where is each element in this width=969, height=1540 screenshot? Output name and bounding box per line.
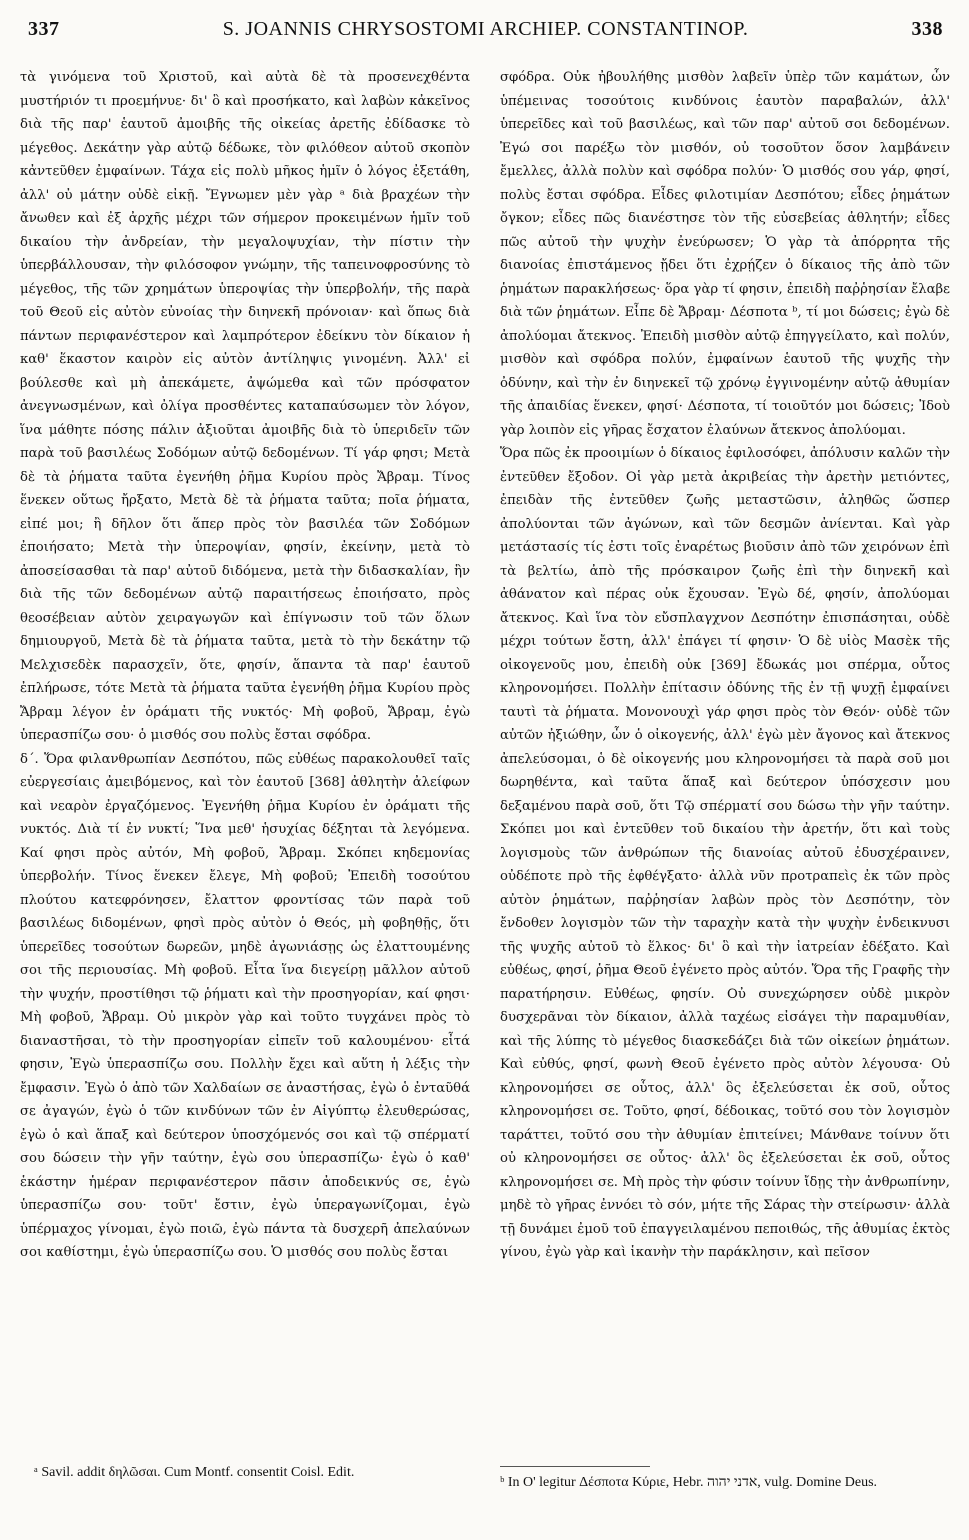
- left-paragraph-2: δ΄. Ὅρα φιλανθρωπίαν Δεσπότου, πῶς εὐθέως παρακολουθεῖ ταῖς εὐεργεσίαις ἀμειβόμενος, καὶ τὸν ἑαυτοῦ [368] ἀθλητὴν ἀλείφων καὶ νεαρὸν ἐργαζόμενος. Ἐγενήθη ῥῆμα Κυρίου ἐν ὁράματι τῆς νυκτός. Διὰ τί ἐν νυκτί; Ἵνα μεθ' ἡσυχίας δέξηται τὰ λεγόμενα. Καί φησι πρὸς αὐτόν, Μὴ φοβοῦ, Ἄβραμ. Σκόπει κηδεμονίας ὑπερβολήν. Τίνος ἕνεκεν ἔλεγε, Μὴ φοβοῦ; Ἐπειδὴ τοσούτου πλούτου κατεφρόνησεν, ἔλαττον φροντίσας τῶν παρὰ τοῦ βασιλέως διδομένων, φησὶ πρὸς αὐτὸν ὁ Θεός, μὴ φοβηθῇς, ὅτι ὑπερεῖδες τοσούτων δωρεῶν, μηδὲ ἀγωνιάσῃς ὡς ἐλαττουμένης σοι τῆς περιουσίας. Μὴ φοβοῦ. Εἶτα ἵνα διεγείρῃ μᾶλλον αὐτοῦ τὴν ψυχήν, προστίθησι τῷ ῥήματι καὶ τὴν προσηγορίαν, καί φησι· Μὴ φοβοῦ, Ἄβραμ. Οὐ μικρὸν γὰρ καὶ τοῦτο τυγχάνει πρὸς τὸ διαναστῆσαι, τὸ τὴν προσηγορίαν εἰπεῖν τοῦ καλουμένου· εἶτά φησιν, Ἐγὼ ὑπερασπίζω σου. Πολλὴν ἔχει καὶ αὕτη ἡ λέξις τὴν ἔμφασιν. Ἐγὼ ὁ ἀπὸ τῶν Χαλδαίων σε ἀναστήσας, ἐγὼ ὁ ἐνταῦθά σε ἀγαγών, ἐγὼ ὁ τῶν κινδύνων τῶν ἐν Αἰγύπτῳ ἐλευθερώσας, ἐγὼ ὁ καὶ ἅπαξ καὶ δεύτερον ὑποσχόμενός σοι καὶ τῷ σπέρματί σου δώσειν τὴν γῆν ταύτην, ἐγὼ σου ὑπερασπίζω· ἐγὼ ὁ καθ' ἑκάστην ἡμέραν περιφανέστερον πᾶσιν ἀποδεικνύς σε, ἐγὼ ὑπερασπίζω σου· τοῦτ' ἔστιν, ἐγὼ ὑπεραγωνίζομαι, ἐγὼ ὑπέρμαχος γίνομαι, ἐγὼ ποιῶ, ἐγὼ πάντα τὰ δυσχερῆ ἀπελαύνων σοι καθίστημι, ἐγὼ ὑπερασπίζω σου. Ὁ μισθός σου πολὺς ἔσται: [20, 751, 470, 1260]
- page-header: [28, 18, 943, 46]
- page-number-left: 337: [28, 18, 60, 40]
- right-column: [500, 66, 950, 1265]
- running-title: S. JOANNIS CHRYSOSTOMI ARCHIEP. CONSTANTINOP.: [222, 18, 749, 40]
- page-number-right: 338: [911, 18, 943, 40]
- footnote-a: ᵃ Savil. addit δηλῶσαι. Cum Montf. consentit Coisl. Edit.: [34, 1465, 355, 1480]
- left-paragraph-1: τὰ γινόμενα τοῦ Χριστοῦ, καὶ αὐτὰ δὲ τὰ προσενεχθέντα μυστήριόν τι προεμήνυε· δι' ὃ καὶ προσήκατο, καὶ λαβὼν κἀκεῖνος διὰ τῆς παρ' ἑαυτοῦ ἀμοιβῆς τῆς οἰκείας ἀρετῆς ἐδίδασκε τὸ μέγεθος. Δεκάτην γὰρ αὐτῷ δέδωκε, τὸν φιλόθεον αὐτοῦ σκοπὸν κἀντεῦθεν ἐμφαίνων. Τάχα εἰς πολὺ μῆκος ἡμῖν ὁ λόγος ἐξετάθη, ἀλλ' οὐ μάτην οὐδὲ εἰκῇ. Ἔγνωμεν μὲν γὰρ ᵃ διὰ βραχέων τὴν ἄνωθεν καὶ ἐξ ἀρχῆς μέχρι τῶν σήμερον προκειμένων ἡμῖν τοῦ δικαίου τὴν ἀνδρείαν, τὴν μεγαλοψυχίαν, τὴν πίστιν τὴν ὑπερβάλλουσαν, τὴν φιλόσοφον γνώμην, τῆς ταπεινοφροσύνης τὸ μέγεθος, τῆς τῶν χρημάτων ὑπεροψίας τὴν ὑπερβολήν, τῆς παρὰ τοῦ Θεοῦ εἰς αὐτὸν εὐνοίας τὴν διηνεκῆ πρόνοιαν· καὶ ὅπως διὰ πάντων περιφανέστερον καὶ λαμπρότερον ἐδείκνυ τὸν δίκαιον ἡ καθ' ἕκαστον καιρὸν εἰς αὐτὸν ἀντίληψις γινομένη. Ἀλλ' εἰ βούλεσθε καὶ μὴ ἀπεκάμετε, ἀψώμεθα καὶ τῶν πρόσφατον ἀνεγνωσμένων, καὶ ὀλίγα προσθέντες καταπαύσωμεν τὸν λόγον, ἵνα μάθητε πόσης πάλιν ἀξιοῦται ἀμοιβῆς διὰ τὸ ὑπεριδεῖν τῶν παρὰ τοῦ βασιλέως Σοδόμων αὐτῷ δεδομένων. Τί γάρ φησι; Μετὰ δὲ τὰ ῥήματα ταῦτα ἐγενήθη ῥῆμα Κυρίου πρὸς Ἄβραμ. Τίνος ἕνεκεν οὕτως ἤρξατο, Μετὰ δὲ τὰ ῥήματα ταῦτα; ποῖα ῥήματα, εἰπέ μοι; ἢ δῆλον ὅτι ἅπερ πρὸς τὸν βασιλέα τῶν Σοδόμων ἐποιήσατο; Μετὰ τὴν ὑπεροψίαν, φησίν, ἐκείνην, μετὰ τὸ ἀποσείσασθαι τὰ παρ' αὐτοῦ διδόμενα, μετὰ τὴν διδασκαλίαν, ἣν διὰ τῆς τῶν δεδομένων αὐτῷ παραιτήσεως ἐποιήσατο, πρὸς θεοσέβειαν αὐτὸν χειραγωγῶν καὶ ἐπίγνωσιν τοῦ τῶν ὅλων δημιουργοῦ, Μετὰ δὲ τὰ ῥήματα ταῦτα, μετὰ τὸ τὴν δεκάτην τῷ Μελχισεδὲκ παρασχεῖν, ὅτε, φησίν, ἅπαντα τὰ παρ' ἑαυτοῦ ἐπλήρωσε, τότε Μετὰ τὰ ῥήματα ταῦτα ἐγενήθη ῥῆμα Κυρίου πρὸς Ἄβραμ λέγον ἐν ὁράματι τῆς νυκτός· Μὴ φοβοῦ, Ἄβραμ, ἐγὼ ὑπερασπίζω σου· ὁ μισθός σου πολὺς ἔσται σφόδρα.: [20, 70, 470, 743]
- right-paragraph-2: Ὅρα πῶς ἐκ προοιμίων ὁ δίκαιος ἐφιλοσόφει, ἀπόλυσιν καλῶν τὴν ἐντεῦθεν ἔξοδον. Οἱ γὰρ μετὰ ἀκριβείας τὴν ἀρετὴν μετιόντες, ἐπειδὰν τῆς ἐντεῦθεν ζωῆς μεταστῶσιν, ἀληθῶς ὥσπερ ἀπολύονται τῶν ἀγώνων, καὶ τῶν δεσμῶν ἀνίενται. Καὶ γὰρ μετάστασίς τίς ἐστι τοῖς ἐναρέτως βιοῦσιν ἀπὸ τῶν χειρόνων ἐπὶ τὰ βελτίω, ἀπὸ τῆς πρόσκαιρον ζωῆς ἐπὶ τὴν διηνεκῆ καὶ ἀθάνατον καὶ πέρας οὐκ ἔχουσαν. Ἐγὼ δέ, φησίν, ἀπολύομαι ἄτεκνος. Καὶ ἵνα τὸν εὔσπλαγχνον Δεσπότην ἐπισπάσηται, οὐδὲ μέχρι τούτων ἔστη, ἀλλ' ἐπάγει τί φησιν· Ὁ δὲ υἱὸς Μασὲκ τῆς οἰκογενοῦς μου, ἐπειδὴ οὐκ [369] ἔδωκάς μοι σπέρμα, οὗτος κληρονομήσει. Πολλὴν ἐπίτασιν ὀδύνης τῆς ἐν τῇ ψυχῇ ἐμφαίνει ταυτὶ τὰ ῥήματα. Μονονουχὶ γάρ φησι πρὸς τὸν Θεόν· οὐδὲ τῶν αὐτῶν ἠξιώθην, ὧν ὁ οἰκογενής, ἀλλ' ἐγὼ μὲν ἄγονος καὶ ἄτεκνος ἀπελεύσομαι, ὁ δὲ οἰκογενής μου κληρονομήσει τὰ παρὰ σοῦ μοι δωρηθέντα, καὶ ταῦτα ἅπαξ καὶ δεύτερον ὑπόσχεσιν μου δεξαμένου παρὰ σοῦ, ὅτι Τῷ σπέρματί σου δώσω τὴν γῆν ταύτην. Σκόπει μοι καὶ ἐντεῦθεν τοῦ δικαίου τὴν ἀρετήν, ὅτι καὶ τοὺς λογισμοὺς τῶν ἀνθρώπων τῆς διανοίας αὐτοῦ ἐδυσχέραινεν, οὐδέποτε πρὸ τῆς ἐφθέγξατο· ἀλλὰ νῦν προτραπεὶς ἐκ τῶν πρὸς αὐτὸν ῥημάτων, παῤῥησίαν λαβὼν πρὸς τὸν Δεσπότην, τὸν ἔνδοθεν λογισμὸν τῶν τὴν ταραχὴν κατὰ τὴν ψυχὴν ἐνδεικνυσι τῆς ψυχῆς αὐτοῦ τὸ ἕλκος· δι' ὃ καὶ τὴν ἰατρείαν ἐδέξατο. Καὶ εὐθέως, φησί, ῥῆμα Θεοῦ ἐγένετο πρὸς αὐτόν. Ὅρα τῆς Γραφῆς τὴν παρατήρησιν. Εὐθέως, φησίν. Οὐ συνεχώρησεν οὐδὲ μικρὸν δυσχερᾶναι τὸν δίκαιον, ἀλλὰ ταχέως εἰσάγει τὴν παραμυθίαν, καὶ τῆς λύπης τὸ μέγεθος διασκεδάζει διὰ τῶν οἰκείων ῥημάτων. Καὶ εὐθύς, φησί, φωνὴ Θεοῦ ἐγένετο πρὸς αὐτὸν λέγουσα· Οὐ κληρονομήσει σε οὗτος, ἀλλ' ὃς ἐξελεύσεται ἐκ σοῦ, οὗτος κληρονομήσει σε. Τοῦτο, φησί, δέδοικας, τοῦτό σου τὸν λογισμὸν ταράττει, τοῦτό σου τὴν ἀθυμίαν ἐπιτείνει; Μάνθανε τοίνυν ὅτι οὐ κληρονομήσει σε οὗτος· ἀλλ' ὃς ἐξελεύσεται ἐκ σοῦ, οὗτος κληρονομήσει σε. Μὴ πρὸς τὴν φύσιν τοίνυν ἴδῃς τὴν ἀνθρωπίνην, μηδὲ τὸ γῆρας ἐννόει τὸ σόν, μήτε τῆς Σάρας τὴν στείρωσιν· ἀλλὰ τῇ δυνάμει ἐμοῦ τοῦ ἐπαγγειλαμένου πεποιθώς, τῆς ἀθυμίας ἐκτὸς γίνου, ἐγὼ γὰρ καὶ ἱκανὴν τὴν παράκλησιν, καὶ πεῖσον: [500, 446, 950, 1260]
- right-paragraph-1: σφόδρα. Οὐκ ἠβουλήθης μισθὸν λαβεῖν ὑπὲρ τῶν καμάτων, ὧν ὑπέμεινας τοσούτοις κινδύνοις ἑαυτὸν παραβαλών, ἀλλ' ὑπερεῖδες καὶ τοῦ βασιλέως, καὶ τῶν παρ' αὐτοῦ σοι δεδομένων. Ἐγώ σοι παρέξω τὸν μισθόν, οὐ τοσοῦτον ὅσον λαμβάνειν ἔμελλες, ἀλλὰ πολὺν καὶ σφόδρα πολύν· Ὁ μισθός σου γάρ, φησί, πολὺς ἔσται σφόδρα. Εἶδες φιλοτιμίαν Δεσπότου; εἶδες ῥημάτων ὄγκον; εἶδες πῶς διανέστησε τὸν τῆς εὐσεβείας ἀθλητήν; εἶδες πῶς αὐτοῦ τὴν ψυχὴν ἐνεύρωσεν; Ὁ γὰρ τὰ ἀπόρρητα τῆς διανοίας ἐπιστάμενος ᾔδει ὅτι ἐχρῄζεν ὁ δίκαιος τῆς ἀπὸ τῶν ῥημάτων παρακλήσεως· ὅρα γὰρ τί φησιν, ἐπειδὴ παῤῥησίαν ἔλαβε διὰ τῶν ῥημάτων. Εἶπε δὲ Ἄβραμ· Δέσποτα ᵇ, τί μοι δώσεις; ἐγὼ δὲ ἀπολύομαι ἄτεκνος. Ἐπειδὴ μισθὸν αὐτῷ ἐπηγγείλατο, καὶ πολύν, μισθὸν καὶ σφόδρα πολύν, ἐμφαίνων ἑαυτοῦ τῆς ψυχῆς τὴν ὀδύνην, καὶ τὴν ἐν διηνεκεῖ τῷ χρόνῳ ἐγγινομένην αὐτῷ ἀθυμίαν τῆς ἀπαιδίας ἕνεκεν, φησί· Δέσποτα, τί τοιοῦτόν μοι δώσεις; Ἰδοὺ γὰρ λοιπὸν εἰς γῆρας ἔσχατον ἐλαύνων ἄτεκνος ἀπολύομαι.: [500, 70, 950, 438]
- left-column: [20, 66, 470, 1265]
- footnote-b: ᵇ In O' legitur Δέσποτα Κύριε, Hebr. אדני יהוה, vulg. Domine Deus.: [500, 1475, 878, 1490]
- footnote-rule: [500, 1466, 650, 1467]
